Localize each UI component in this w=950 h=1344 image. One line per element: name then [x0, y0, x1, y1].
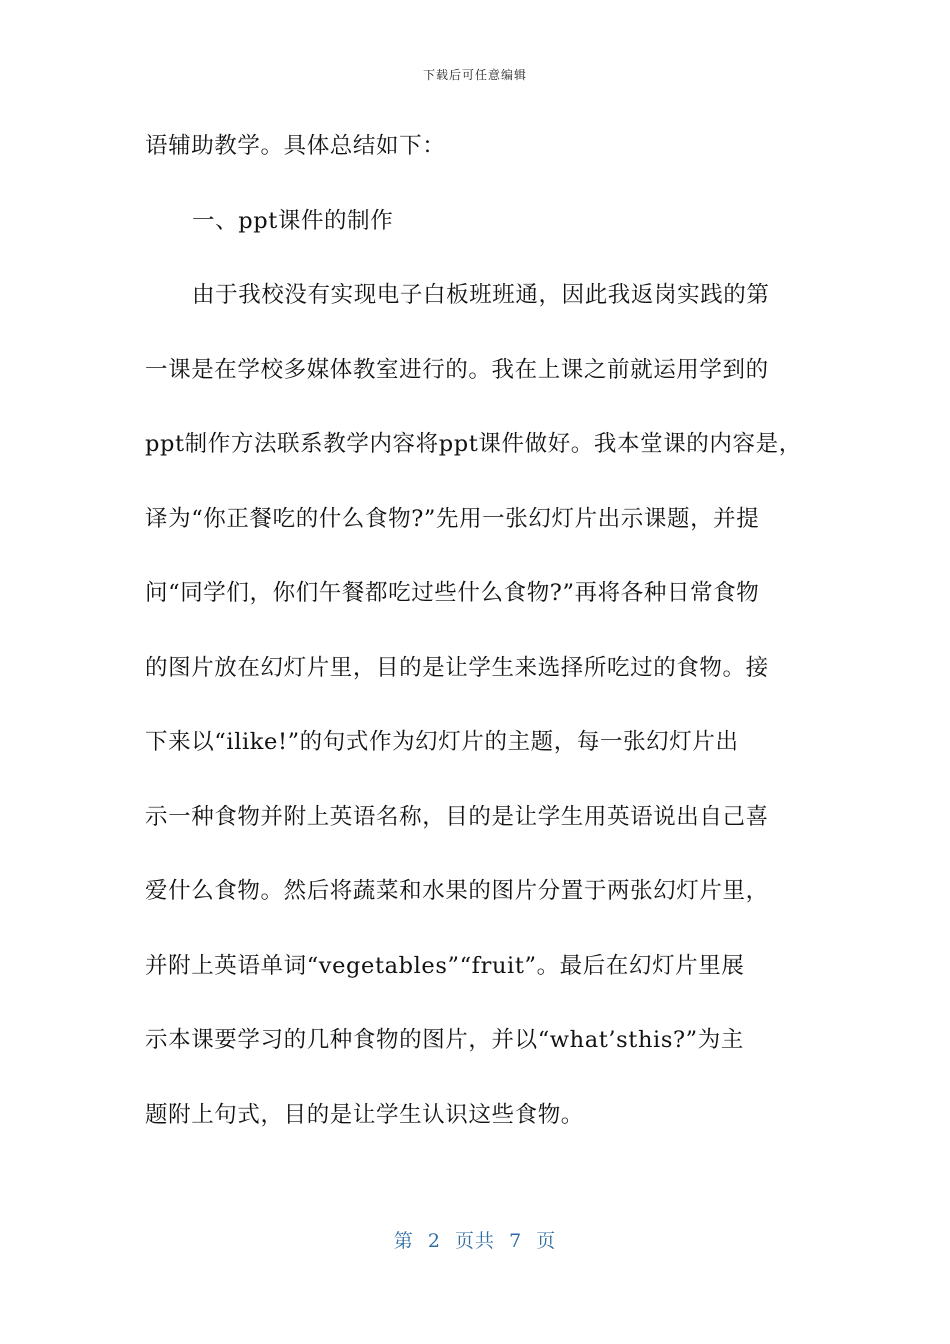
paragraph-line: 并附上英语单词“vegetables”“fruit”。最后在幻灯片里展: [145, 952, 745, 979]
paragraph-line: 一课是在学校多媒体教室进行的。我在上课之前就运用学到的: [145, 356, 769, 383]
section-heading: 一、ppt课件的制作: [192, 207, 394, 234]
paragraph-line: 题附上句式，目的是让学生认识这些食物。: [145, 1101, 584, 1128]
paragraph-line: 下来以“ilike!”的句式作为幻灯片的主题，每一张幻灯片出: [145, 729, 739, 755]
paragraph-line: 由于我校没有实现电子白板班班通，因此我返岗实践的第: [192, 282, 770, 308]
page-number-footer: 第 2 页共 7 页: [393, 1230, 557, 1252]
paragraph-line: 示一种食物并附上英语名称，目的是让学生用英语说出自己喜: [145, 803, 769, 830]
paragraph-line: 的图片放在幻灯片里，目的是让学生来选择所吃过的食物。接: [145, 654, 769, 681]
paragraph-line: 译为“你正餐吃的什么食物?”先用一张幻灯片出示课题，并提: [145, 505, 760, 532]
paragraph-line: 示本课要学习的几种食物的图片，并以“what’sthis?”为主: [145, 1027, 744, 1053]
document-body: [145, 124, 825, 1167]
paragraph-line: 爱什么食物。然后将蔬菜和水果的图片分置于两张幻灯片里，: [145, 878, 769, 904]
paragraph-line: 问“同学们，你们午餐都吃过些什么食物?”再将各种日常食物: [145, 580, 760, 606]
paragraph-line: ppt制作方法联系教学内容将ppt课件做好。我本堂课的内容是，: [145, 431, 802, 457]
paragraph-line: 语辅助教学。具体总结如下：: [145, 133, 446, 159]
page-header: 下载后可任意编辑: [422, 68, 527, 82]
